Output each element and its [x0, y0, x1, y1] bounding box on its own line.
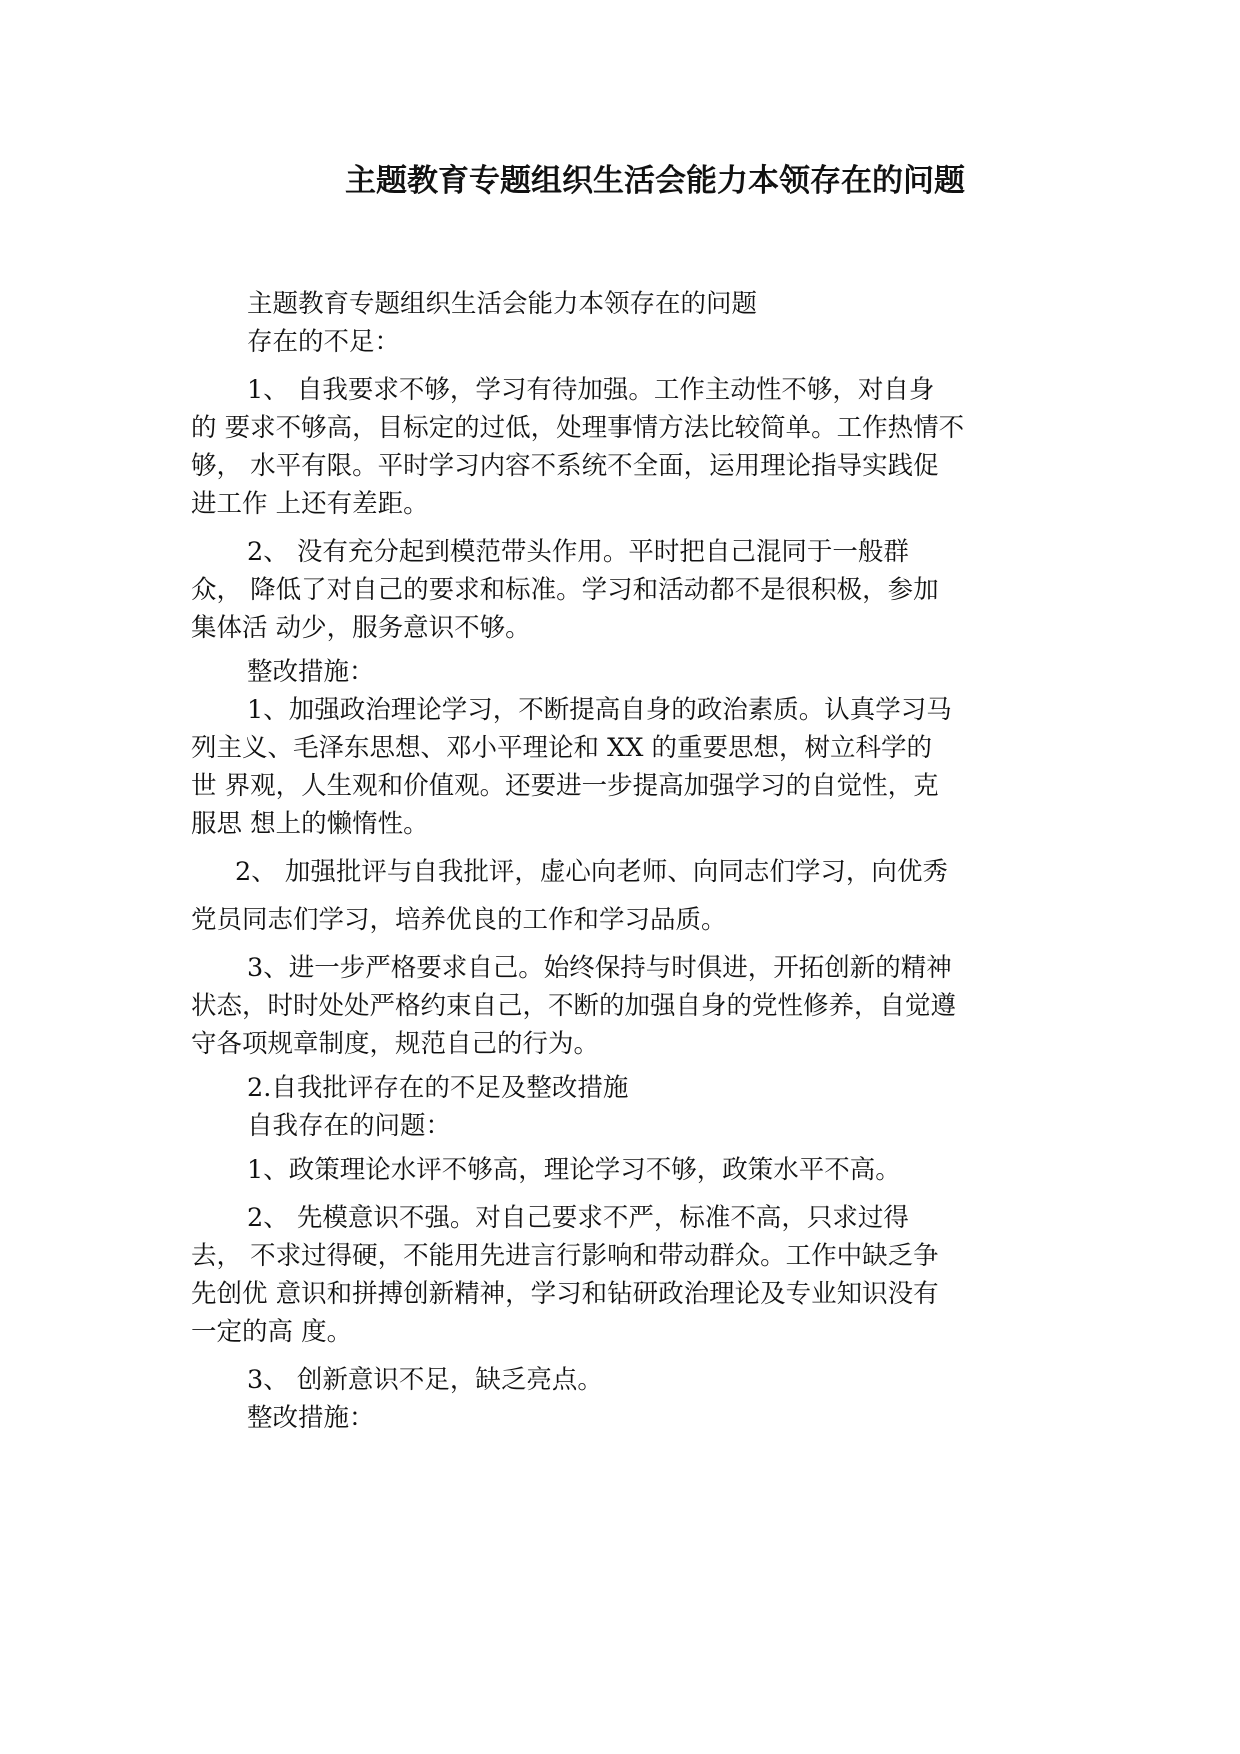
text-line: 服思 想上的懒惰性。 — [191, 809, 429, 839]
text-line: 的 要求不够高，目标定的过低，处理事情方法比较简单。工作热情不 — [191, 413, 965, 443]
text-line: 自我存在的问题： — [247, 1111, 452, 1141]
text-line: 2.自我批评存在的不足及整改措施 — [247, 1073, 629, 1103]
text-line: 整改措施： — [247, 1403, 375, 1433]
text-line: 列主义、毛泽东思想、邓小平理论和 XX 的重要思想，树立科学的 — [191, 733, 933, 763]
text-line: 1、 自我要求不够，学习有待加强。工作主动性不够，对自身 — [247, 375, 935, 405]
text-line: 2、 没有充分起到模范带头作用。平时把自己混同于一般群 — [247, 537, 909, 567]
text-line: 1、政策理论水评不够高，理论学习不够，政策水平不高。 — [247, 1155, 901, 1185]
text-line: 整改措施： — [247, 657, 375, 687]
text-line: 存在的不足： — [247, 327, 401, 357]
text-line: 先创优 意识和拼搏创新精神，学习和钻研政治理论及专业知识没有 — [191, 1279, 939, 1309]
text-line: 够， 水平有限。平时学习内容不系统不全面，运用理论指导实践促 — [191, 451, 939, 481]
text-line: 去， 不求过得硬，不能用先进言行影响和带动群众。工作中缺乏争 — [191, 1241, 939, 1271]
document-title: 主题教育专题组织生活会能力本领存在的问题 — [345, 163, 965, 199]
text-line: 状态，时时处处严格约束自己，不断的加强自身的党性修养，自觉遵 — [191, 991, 957, 1021]
text-line: 集体活 动少，服务意识不够。 — [191, 613, 531, 643]
text-line: 一定的高 度。 — [191, 1317, 353, 1347]
text-line: 2、 加强批评与自我批评，虚心向老师、向同志们学习，向优秀 — [235, 857, 948, 887]
text-line: 守各项规章制度，规范自己的行为。 — [191, 1029, 600, 1059]
text-line: 进工作 上还有差距。 — [191, 489, 429, 519]
text-line: 2、 先模意识不强。对自己要求不严，标准不高，只求过得 — [247, 1203, 909, 1233]
text-line: 3、 创新意识不足，缺乏亮点。 — [247, 1365, 603, 1395]
text-line: 1、加强政治理论学习，不断提高自身的政治素质。认真学习马 — [247, 695, 952, 725]
text-line: 众， 降低了对自己的要求和标准。学习和活动都不是很积极，参加 — [191, 575, 939, 605]
text-line: 世 界观，人生观和价值观。还要进一步提高加强学习的自觉性，克 — [191, 771, 939, 801]
document-body — [191, 285, 1051, 1437]
text-line: 党员同志们学习，培养优良的工作和学习品质。 — [191, 905, 727, 935]
text-line: 主题教育专题组织生活会能力本领存在的问题 — [247, 289, 758, 319]
text-line: 3、进一步严格要求自己。始终保持与时俱进，开拓创新的精神 — [247, 953, 952, 983]
